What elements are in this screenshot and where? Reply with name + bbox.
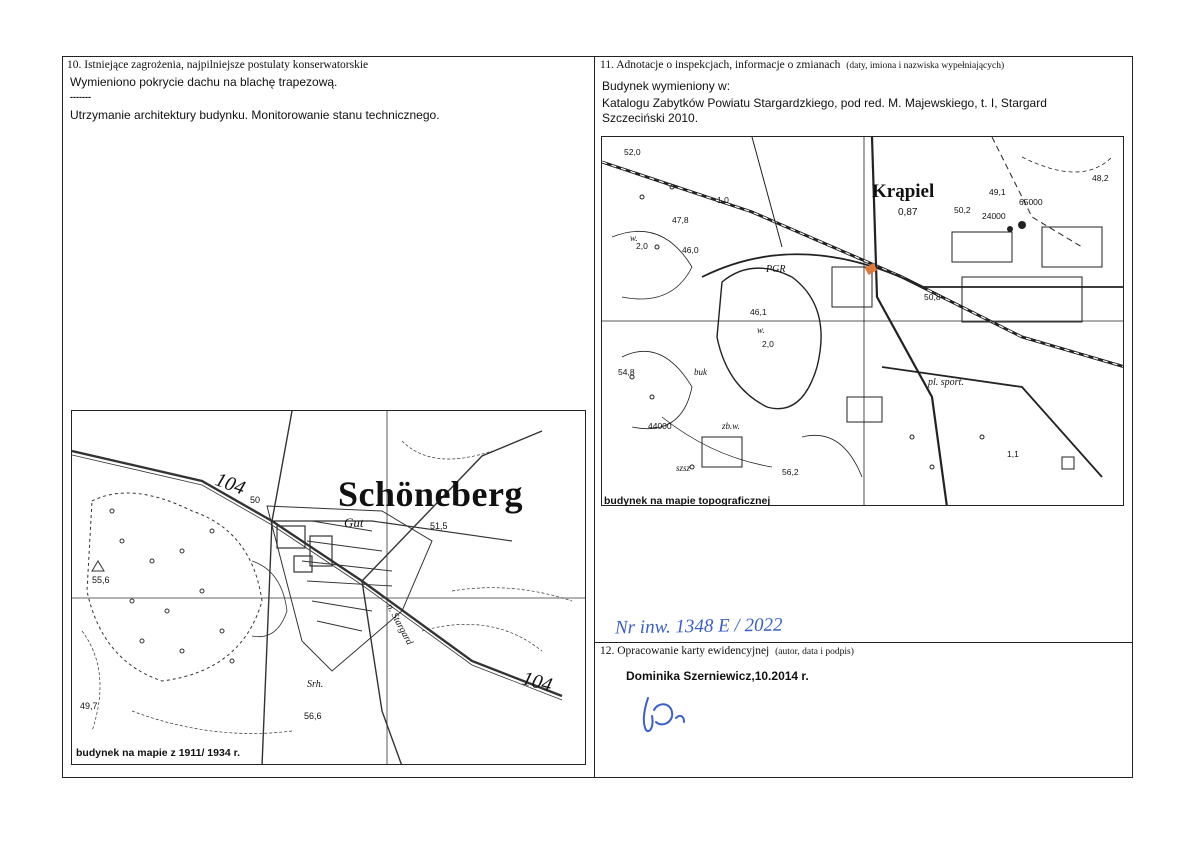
section11-heading-text: 11. Adnotacje o inspekcjach, informacje o zmianach [600,59,841,71]
historic-map [71,410,586,765]
topo-label-zbw: zb.w. [722,421,740,431]
handwritten-reference: Nr inw. 1348 E / 2022 [614,614,783,639]
topo-label-plsport: pl. sport. [928,377,964,388]
historic-label-road2: 104 [519,667,555,697]
historic-map-drawing [72,411,586,765]
topo-label-pgr: PGR [766,264,786,275]
historic-label-gut: Gut [344,515,364,530]
topo-label-44000: 44000 [648,421,672,431]
topo-label-491: 49,1 [989,187,1006,197]
section12-divider [594,642,1133,643]
historic-label-stargard: n. Stargard [384,602,415,647]
historic-label-515: 51,5 [430,521,448,531]
topo-label-087: 0,87 [898,207,918,218]
section12-author: Dominika Szerniewicz,10.2014 r. [626,669,809,683]
historic-label-556: 55,6 [92,575,110,585]
section11-line2: Katalogu Zabytków Powiatu Stargardzkiego, pod red. M. Majewskiego, t. I, Stargard [602,96,1047,110]
topo-label-20b: 2,0 [762,339,774,349]
section11-line1: Budynek wymieniony w: [602,79,731,93]
topo-label-11: 1,1 [1007,449,1019,459]
topo-label-65000: 65000 [1019,197,1043,207]
historic-label-497: 49,7 [80,701,98,711]
historic-label-town: Schöneberg [338,474,523,514]
topo-label-szsz: szsz [676,463,691,473]
section11-heading-note: (daty, imiona i nazwiska wypełniających) [846,61,1005,71]
section10-heading: 10. Istniejące zagrożenia, najpilniejsze postulaty konserwatorskie [67,59,369,71]
topo-label-village: Krąpiel [872,181,935,202]
topo-label-562: 56,2 [782,467,799,477]
section10-line2: Utrzymanie architektury budynku. Monitorowanie stanu technicznego. [70,108,440,122]
historic-label-road1: 104 [212,468,249,500]
topo-label-w1: w. [630,233,638,243]
topo-label-520: 52,0 [624,147,641,157]
topo-map-caption: budynek na mapie topograficznej [604,495,771,506]
section12-heading [600,645,854,657]
column-divider [594,56,595,778]
topo-label-w2: w. [757,325,765,335]
topo-map [601,136,1124,506]
topo-label-buk: buk [694,367,707,377]
topo-label-548: 54,8 [618,367,635,377]
topo-label-461: 46,1 [750,307,767,317]
topo-label-508: 50,8 [924,292,941,302]
section12-heading-text: 12. Opracowanie karty ewidencyjnej [600,645,770,657]
topo-label-502: 50,2 [954,205,971,215]
section11-heading [600,59,1004,71]
topo-label-460: 46,0 [682,245,699,255]
topo-label-24000: 24000 [982,211,1006,221]
topo-label-482: 48,2 [1092,173,1109,183]
section12-heading-note: (autor, data i podpis) [775,647,854,657]
topo-label-478: 47,8 [672,215,689,225]
section11-line3: Szczeciński 2010. [602,111,699,125]
historic-label-566: 56,6 [304,711,322,721]
section10-line1: Wymieniono pokrycie dachu na blachę trapezową. [70,75,338,89]
topo-label-20a: 2,0 [636,241,648,251]
signature [632,692,702,737]
section10-separator: ------- [70,92,91,102]
topo-map-drawing [602,137,1124,506]
historic-map-caption: budynek na mapie z 1911/ 1934 r. [76,747,241,759]
topo-label-10: 1,0 [717,195,729,205]
historic-label-50: 50 [250,495,261,505]
historic-label-srh: Srh. [307,679,324,690]
